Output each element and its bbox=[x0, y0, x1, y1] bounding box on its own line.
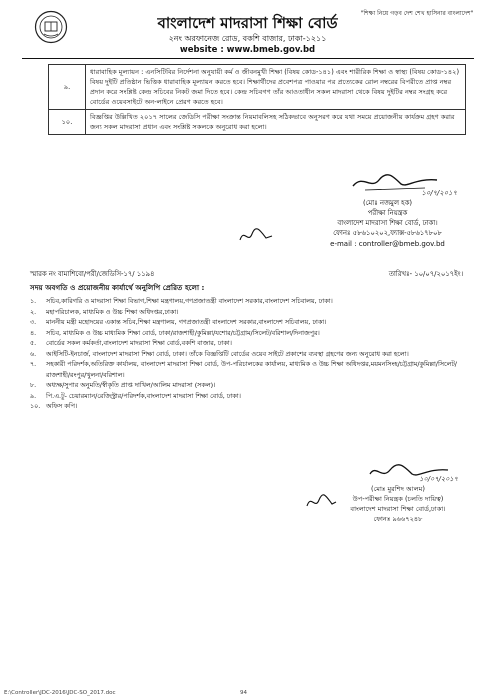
instructions-table bbox=[48, 64, 466, 135]
list-item-text: আইসিটি-ইনচার্জ, বাংলাদেশ মাদরাসা শিক্ষা বোর্ড, ঢাকা। তাঁকে বিজ্ঞপ্তিটি বোর্ডের ওয়েব সাইটে প্রকাশের ব্যবস্থা গ্রহণের জন্য অনুরোধ করা হলো। bbox=[46, 349, 409, 358]
page-number: 94 bbox=[240, 690, 247, 696]
list-item bbox=[30, 317, 470, 328]
file-path-footer: E:\Controller\JDC-2016\JDC-SO_2017.doc bbox=[4, 690, 116, 696]
list-item-number: ৮. bbox=[30, 381, 37, 389]
list-item bbox=[30, 391, 470, 402]
initial-mark bbox=[236, 226, 276, 246]
list-item bbox=[30, 296, 470, 307]
list-item bbox=[30, 401, 470, 412]
table-row bbox=[49, 65, 466, 110]
list-item-text: সচিব, মাধ্যমিক ও উচ্চ মাধ্যমিক শিক্ষা বোর্ড, ঢাকা/রাজশাহী/কুমিল্লা/যশোর/চট্টগ্রাম/সিলেট/বরিশাল/দিনাজপুর। bbox=[46, 328, 320, 337]
list-item-number: ৭. bbox=[30, 360, 37, 368]
header-motto: "শিক্ষা নিয়ে গড়ব দেশ শেখ হাসিনার বাংলাদেশ" bbox=[360, 10, 474, 17]
cc-list bbox=[30, 296, 470, 412]
item-number: ১০. bbox=[49, 110, 86, 135]
list-item-text: সহকারী পরিদর্শক,অতিরিক্ত কার্যালয়, বাংলাদেশ মাদরাসা শিক্ষা বোর্ড, উপ-পরিচালকের কার্যালয়, মাধ্যমিক ও উচ্চ শিক্ষা অধিদপ্তর,ময়মনসিংহ/চট্টগ্রাম/কুমিল্লা/সিলেট/রাজশাহী/রংপুর/খুলনা/বরিশাল। bbox=[46, 360, 457, 379]
signature-date: ১০/৭/২০১৭ bbox=[421, 189, 457, 197]
initial-mark bbox=[304, 492, 338, 512]
list-item bbox=[30, 359, 470, 380]
board-website: website : www.bmeb.gov.bd bbox=[179, 45, 316, 55]
board-address: ২নং অরফানেজ রোড, বকশি বাজার, ঢাকা-১২১১ bbox=[168, 34, 327, 43]
signatory-name: (মোঃ নজমুল হক) bbox=[362, 199, 413, 207]
list-item-number: ৫. bbox=[30, 339, 37, 347]
signatory-title: উপ-পরীক্ষা নিয়ন্ত্রক (চলতি দায়িত্ব) bbox=[352, 495, 444, 503]
cc-heading: সদয় অবগতি ও প্রয়োজনীয় কার্যার্থে অনুলিপি প্রেরিত হলো : bbox=[30, 283, 205, 292]
list-item-text: মাননীয় মন্ত্রী মহোদয়ের একান্ত সচিব,শিক্ষা মন্ত্রণালয়, গণপ্রজাতন্ত্রী বাংলাদেশ সরকার,বাংলাদেশ সচিবালয়, ঢাকা। bbox=[46, 318, 327, 326]
list-item-text: মহাপরিচালক, মাধ্যমিক ও উচ্চ শিক্ষা অধিদপ্তর,ঢাকা। bbox=[46, 307, 179, 316]
memo-date: তারিখঃ- ১০/০৭/২০১৭ইং। bbox=[388, 270, 463, 278]
signatory-email: e-mail : controller@bmeb.gov.bd bbox=[330, 240, 445, 248]
memo-reference: স্মারক নং বামাশিবো/পরী/জেডিসি-১৭/ ১১৯৪ bbox=[30, 270, 155, 278]
list-item-text: বোর্ডের সকল কর্মকর্তা,বাংলাদেশ মাদরাসা শিক্ষা বোর্ড,বকশি বাজার, ঢাকা। bbox=[46, 339, 232, 347]
signatory-title: পরীক্ষা নিয়ন্ত্রক bbox=[367, 209, 408, 217]
list-item-number: ১. bbox=[30, 297, 37, 305]
signatory-org: বাংলাদেশ মাদরাসা শিক্ষা বোর্ড, ঢাকা। bbox=[337, 219, 438, 227]
controller-signature-block bbox=[300, 188, 475, 238]
board-name: বাংলাদেশ মাদরাসা শিক্ষা বোর্ড bbox=[157, 14, 338, 32]
list-item-number: ৯. bbox=[30, 391, 37, 400]
list-item-text: অফিস কপি। bbox=[46, 402, 78, 410]
signatory-phone: ফোনঃ ৫৮৬১০২০২,ফ্যাক্স-৫৮৬১৭৮০৮ bbox=[333, 229, 442, 237]
signatory-org: বাংলাদেশ মাদরাসা শিক্ষা বোর্ড,ঢাকা। bbox=[350, 505, 446, 513]
list-item bbox=[30, 349, 470, 360]
header-divider bbox=[22, 58, 474, 59]
item-text: বিজ্ঞপ্তির উল্লিখিত ২০১৭ সালের জেডিসি পরীক্ষা সংক্রান্ত নিয়মাবলিসহ সঠিকভাবে অনুসরণ করে যথা সময়ে প্রয়োজনীয় কার্যক্রম গ্রহণ করার জন্য সকল মাদরাসা প্রধান এবং সংশ্লিষ্ট সকলকে অনুরোধ করা হলো। bbox=[86, 110, 466, 135]
deputy-controller-signature-block bbox=[318, 474, 478, 524]
table-row bbox=[49, 110, 466, 135]
item-text: ধারাবাহিক মূল্যায়ন : এনসিটিবির নির্দেশনা অনুযায়ী কর্ম ও জীবনমুখী শিক্ষা (বিষয় কোড-১৪১) এবং শারীরিক শিক্ষা ও স্বাস্থ্য (বিষয় কোড-১৪২) বিষয় দুইটি প্রতিষ্ঠান ভিত্তিক ধারাবাহিক মূল্যায়ন করতে হবে। শিক্ষার্থীদের প্রবেশপত্র পাওয়ার পর প্রত্যেকের রোল নম্বরের বিপরীতে প্রাপ্ত নম্বর প্রদান করে সংশ্লিষ্ট কেন্দ্র সচিবের নিকট জমা দিতে হবে। কেন্দ্র সচিবগণ তাঁর আওতাধীন সকল মাদরাসা থেকে বিষয় দুইটির নম্বর সংগ্রহ করে বোর্ডের ওয়েবসাইটে অন-লাইনে প্রেরণ করতে হবে। bbox=[86, 65, 466, 110]
list-item-text: পি.এ.টু- চেয়ারম্যান/রেজিস্ট্রার/পরিদর্শক,বাংলাদেশ মাদরাসা শিক্ষা বোর্ড, ঢাকা। bbox=[46, 391, 241, 400]
list-item-number: ৩. bbox=[30, 318, 37, 326]
signatory-phone: ফোনঃ ৯৬৬৭২৪৮ bbox=[373, 515, 423, 523]
list-item-text: সচিব,কারিগরি ও মাদরাসা শিক্ষা বিভাগ,শিক্ষা মন্ত্রণালয়,গণপ্রজাতন্ত্রী বাংলাদেশ সরকার,বাংলাদেশ সচিবালয়, ঢাকা। bbox=[46, 297, 333, 305]
signature-date: ১০/০৭/২০১৭ bbox=[419, 475, 458, 483]
list-item bbox=[30, 380, 470, 391]
list-item-text: অধ্যক্ষ/সুপার অনুমতি/স্বীকৃতি প্রাপ্ত দাখিল/আলিম মাদরাসা (সকল)। bbox=[46, 381, 216, 389]
item-number: ৯. bbox=[49, 65, 86, 110]
signatory-name: (মোঃ মুরশিদ আলম) bbox=[371, 485, 425, 493]
list-item bbox=[30, 328, 470, 339]
list-item bbox=[30, 307, 470, 318]
list-item-number: ১০. bbox=[30, 402, 41, 410]
list-item-number: ৪. bbox=[30, 328, 37, 337]
list-item-number: ২. bbox=[30, 307, 37, 316]
list-item bbox=[30, 338, 470, 349]
list-item-number: ৬. bbox=[30, 349, 37, 358]
